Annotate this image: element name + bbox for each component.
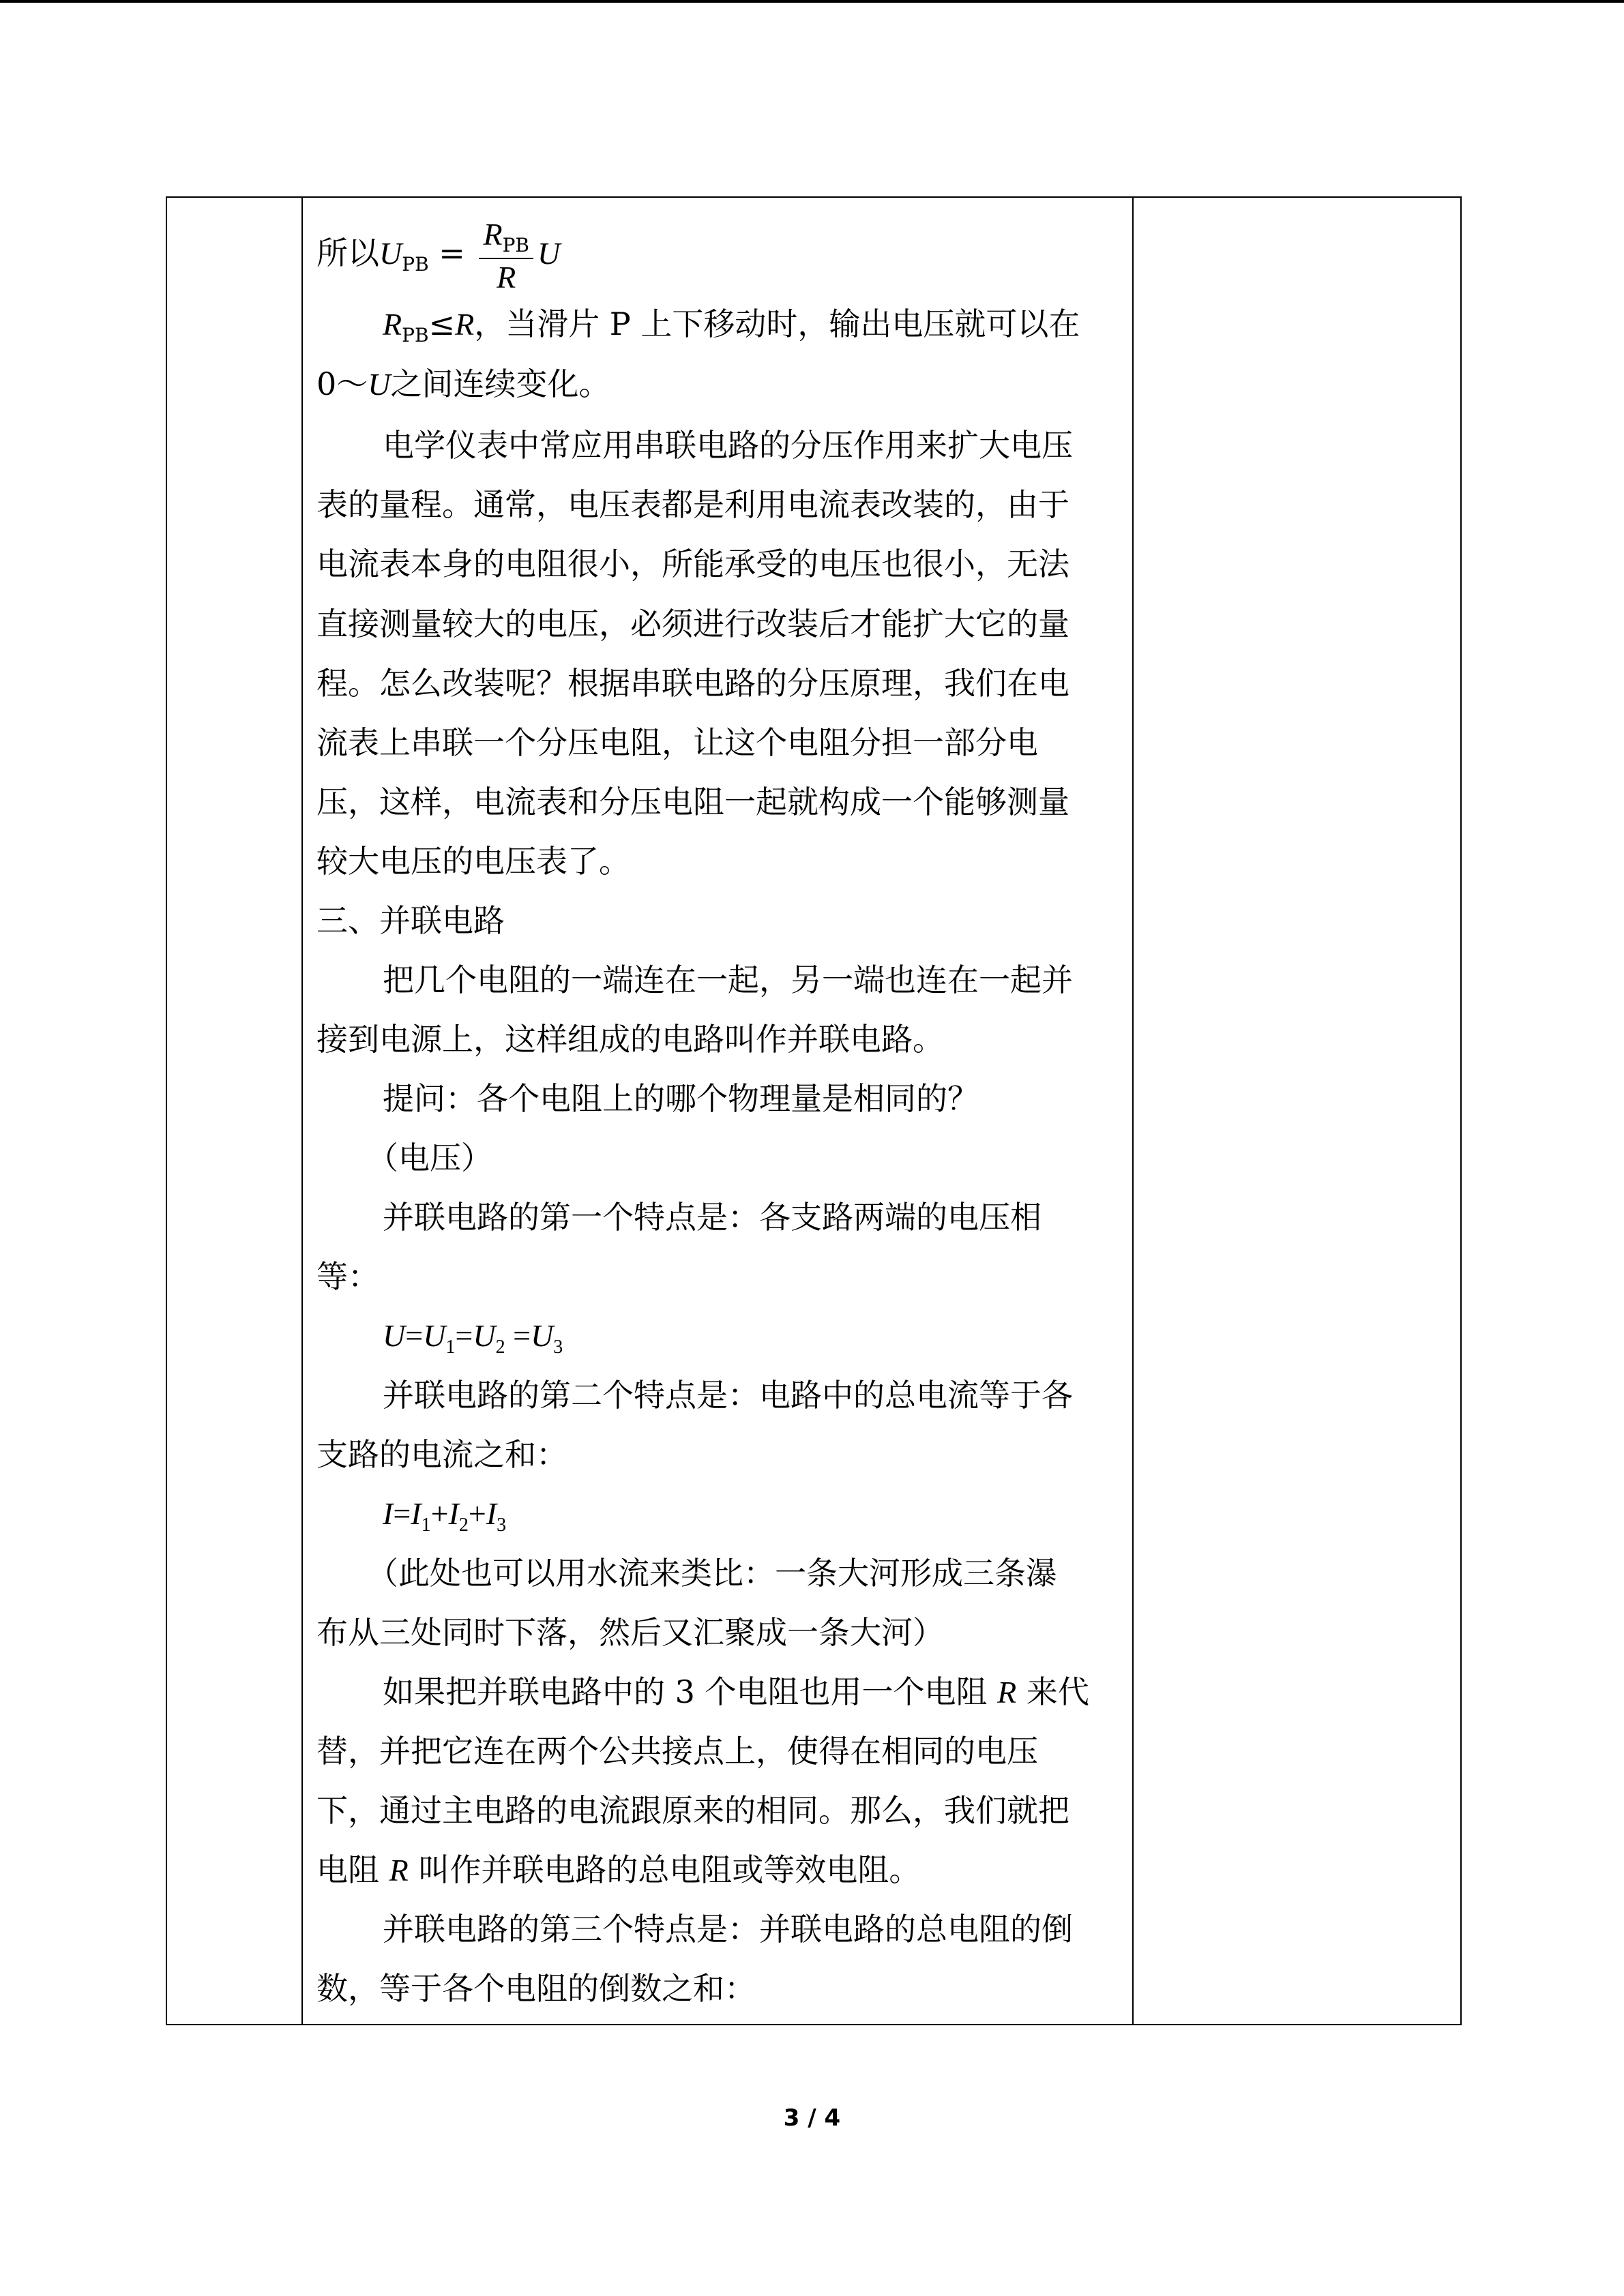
section-title: 三、并联电路 [316,902,505,939]
analogy-text: 布从三处同时下落，然后又汇聚成一条大河） [316,1614,944,1651]
equation-current: $I=I_1+I_2+I_3$ [383,1496,507,1536]
column-divider-2 [1132,198,1134,2024]
fraction-denominator: R [497,260,516,295]
paragraph-equivalent-line2: 替，并把它连在两个公共接点上，使得在相同的电压 [316,1733,1038,1770]
equation-voltage: $U=U_1=U_2 =U_3$ [383,1318,563,1358]
paragraph-parallel-def: 把几个电阻的一端连在一起，另一端也连在一起并 [383,961,1073,998]
analogy-text: （此处也可以用水流来类比：一条大河形成三条瀑 [367,1555,1057,1592]
feature3-text: 数，等于各个电阻的倒数之和： [316,1970,756,2007]
paragraph-equivalent-line3: 下，通过主电路的电流跟原来的相同。那么，我们就把 [316,1792,1069,1829]
answer-text: （电压） [367,1139,492,1176]
fraction-numerator: $R_{PB}$ [479,218,533,259]
paragraph-voltmeter-line: 压，这样，电流表和分压电阻一起就构成一个能够测量 [316,784,1069,820]
paragraph-parallel-def: 接到电源上，这样组成的电路叫作并联电路。 [316,1021,944,1058]
feature1-text: 并联电路的第一个特点是：各支路两端的电压相 [383,1199,1042,1236]
paragraph-equivalent-line4: 电阻 R 叫作并联电路的总电阻或等效电阻。 [316,1851,921,1888]
formula-fraction [479,218,533,293]
question-text: 提问：各个电阻上的哪个物理量是相同的？ [383,1080,979,1117]
top-border [0,0,1624,3]
paragraph-voltmeter-line: 电流表本身的电阻很小，所能承受的电压也很小，无法 [316,546,1069,582]
formula-lhs-sub: PB [402,253,429,275]
paragraph-rpb-line2: 0～U之间连续变化。 [316,366,610,402]
paragraph-voltmeter-line: 表的量程。通常，电压表都是利用电流表改装的，由于 [316,486,1069,523]
paragraph-equivalent-line1: 如果把并联电路中的 3 个电阻也用一个电阻 R 来代 [383,1673,1089,1710]
paragraph-rpb-line1: $R_{PB}\le R$，当滑片 P 上下移动时，输出电压就可以在 [383,305,1080,346]
formula-rhs: U [537,236,561,271]
paragraph-voltmeter-line: 较大电压的电压表了。 [316,843,630,880]
page-number: 3 / 4 [783,2104,841,2132]
paragraph-voltmeter-line: 电学仪表中常应用串联电路的分压作用来扩大电压 [383,427,1073,464]
paragraph-voltmeter-line: 直接测量较大的电压，必须进行改装后才能扩大它的量 [316,606,1069,642]
formula-prefix: 所以 [316,235,379,271]
paragraph-voltmeter-line: 流表上串联一个分压电阻，让这个电阻分担一部分电 [316,724,1038,761]
column-divider-1 [301,198,303,2024]
feature2-text: 支路的电流之和： [316,1436,567,1473]
formula-upb [316,218,560,293]
feature1-text: 等： [316,1258,379,1295]
feature3-text: 并联电路的第三个特点是：并联电路的总电阻的倒 [383,1911,1073,1948]
paragraph-voltmeter-line: 程。怎么改装呢？根据串联电路的分压原理，我们在电 [316,665,1069,702]
feature2-text: 并联电路的第二个特点是：电路中的总电流等于各 [383,1377,1073,1414]
formula-equals: = [439,235,465,271]
formula-lhs: U [379,236,402,271]
